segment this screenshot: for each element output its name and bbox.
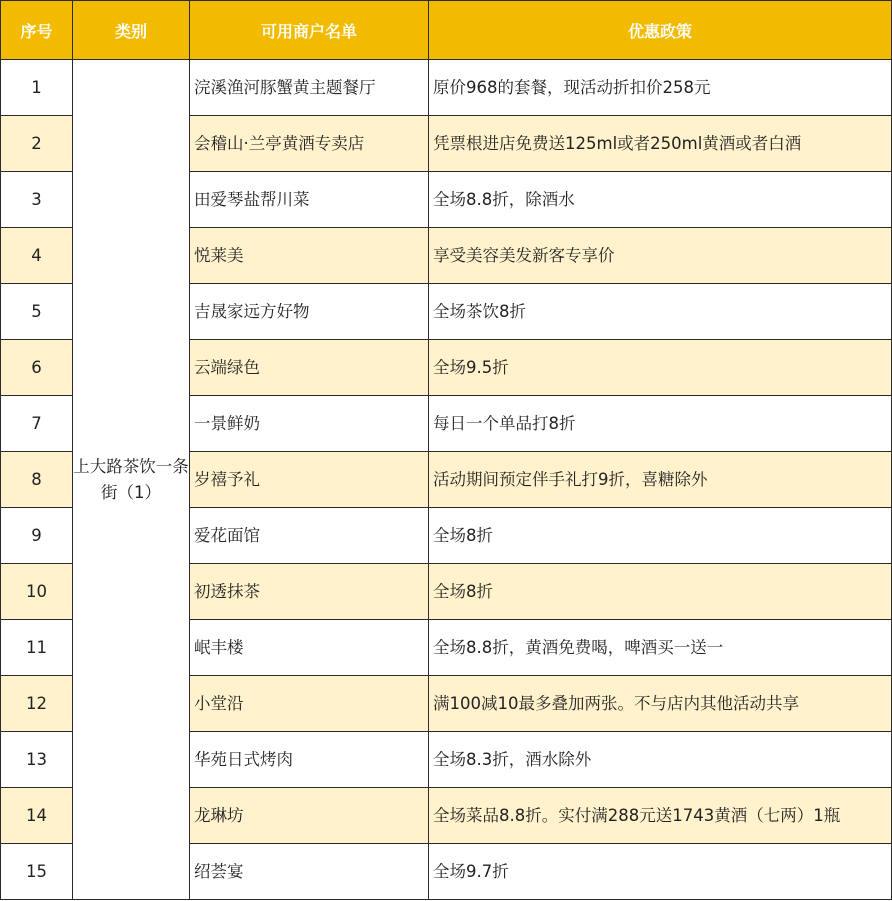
merchant-name: 初透抹茶	[190, 564, 429, 620]
offer-text: 享受美容美发新客专享价	[429, 228, 892, 284]
table-header-row	[1, 1, 892, 60]
header-merchant: 可用商户名单	[190, 1, 429, 60]
table-body	[1, 60, 892, 900]
offer-text: 全场8.3折，酒水除外	[429, 732, 892, 788]
row-index: 12	[1, 676, 73, 732]
row-index: 1	[1, 60, 73, 116]
offer-text: 原价968的套餐，现活动折扣价258元	[429, 60, 892, 116]
offer-text: 全场茶饮8折	[429, 284, 892, 340]
merchant-name: 华苑日式烤肉	[190, 732, 429, 788]
merchant-name: 岁禧予礼	[190, 452, 429, 508]
row-index: 6	[1, 340, 73, 396]
merchant-name: 田爱琴盐帮川菜	[190, 172, 429, 228]
row-index: 4	[1, 228, 73, 284]
merchant-name: 龙琳坊	[190, 788, 429, 844]
offer-text: 全场9.5折	[429, 340, 892, 396]
row-index: 13	[1, 732, 73, 788]
row-index: 3	[1, 172, 73, 228]
row-index: 2	[1, 116, 73, 172]
merchant-name: 悦莱美	[190, 228, 429, 284]
offer-text: 全场8折	[429, 508, 892, 564]
offer-text: 凭票根进店免费送125ml或者250ml黄酒或者白酒	[429, 116, 892, 172]
merchant-name: 爱花面馆	[190, 508, 429, 564]
row-index: 7	[1, 396, 73, 452]
row-index: 11	[1, 620, 73, 676]
offer-text: 全场8.8折，除酒水	[429, 172, 892, 228]
merchant-name: 小堂沿	[190, 676, 429, 732]
merchant-name: 一景鲜奶	[190, 396, 429, 452]
merchant-name: 浣溪渔河豚蟹黄主题餐厅	[190, 60, 429, 116]
merchant-name: 绍荟宴	[190, 844, 429, 900]
row-index: 5	[1, 284, 73, 340]
offer-text: 全场9.7折	[429, 844, 892, 900]
offer-text: 每日一个单品打8折	[429, 396, 892, 452]
offer-text: 全场8.8折，黄酒免费喝，啤酒买一送一	[429, 620, 892, 676]
row-index: 14	[1, 788, 73, 844]
merchant-name: 云端绿色	[190, 340, 429, 396]
offer-text: 全场菜品8.8折。实付满288元送1743黄酒（七两）1瓶	[429, 788, 892, 844]
merchant-name: 岷丰楼	[190, 620, 429, 676]
row-index: 10	[1, 564, 73, 620]
category-cell: 上大路茶饮一条街（1）	[73, 60, 190, 900]
row-index: 15	[1, 844, 73, 900]
offer-text: 全场8折	[429, 564, 892, 620]
offer-text: 满100减10最多叠加两张。不与店内其他活动共享	[429, 676, 892, 732]
table-row	[1, 60, 892, 116]
merchant-name: 吉晟家远方好物	[190, 284, 429, 340]
row-index: 8	[1, 452, 73, 508]
row-index: 9	[1, 508, 73, 564]
header-offer: 优惠政策	[429, 1, 892, 60]
merchant-name: 会稽山·兰亭黄酒专卖店	[190, 116, 429, 172]
header-index: 序号	[1, 1, 73, 60]
offer-text: 活动期间预定伴手礼打9折，喜糖除外	[429, 452, 892, 508]
header-category: 类别	[73, 1, 190, 60]
